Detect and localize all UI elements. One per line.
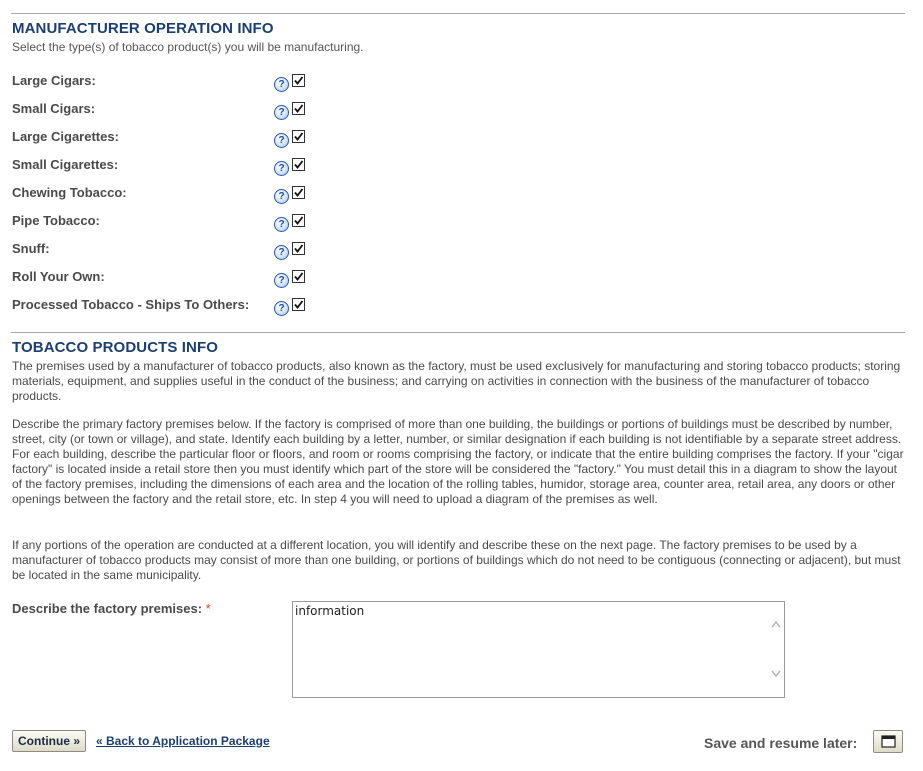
help-icon[interactable]: ? bbox=[274, 245, 289, 260]
product-checkbox[interactable] bbox=[292, 74, 305, 87]
premises-instructions-paragraph: Describe the primary factory premises below. If the factory is comprised of more than one building, the buildings or portions of buildings must be described by number, street, city (or town or village), and state. Identify each building by a letter, number, or similar designation if each building is not identifiable by a separate street address. For each building, describe the particular floor or floors, and room or rooms comprising the factory, or indicate that the entire building comprises the factory. If your "cigar factory" is located inside a retail store then you must identify which part of the store will be considered the "factory." You must detail this in a diagram to show the layout of the factory premises, including the dimensions of each area and the location of the rolling tables, humidor, storage area, counter area, retail area, any doors or other openings between the factory and the retail store, etc. In step 4 you will need to upload a diagram of the premises as well. bbox=[12, 417, 904, 506]
product-row bbox=[12, 213, 312, 233]
product-row bbox=[12, 241, 312, 261]
product-label: Small Cigars: bbox=[12, 101, 96, 116]
product-checkbox[interactable] bbox=[292, 186, 305, 199]
premises-intro-paragraph: The premises used by a manufacturer of tobacco products, also known as the factory, must be used exclusively for manufacturing and storing tobacco products; storing materials, equipment, and supplies useful in the conduct of the business; and carrying on activities in connection with the business of the manufacturer of tobacco products. bbox=[12, 359, 901, 403]
factory-premises-label-text: Describe the factory premises: bbox=[12, 601, 203, 616]
checkmark-icon bbox=[293, 75, 304, 86]
product-row bbox=[12, 297, 312, 317]
help-icon[interactable]: ? bbox=[274, 189, 289, 204]
checkmark-icon bbox=[293, 299, 304, 310]
checkmark-icon bbox=[293, 103, 304, 114]
product-checkbox[interactable] bbox=[292, 102, 305, 115]
product-label: Processed Tobacco - Ships To Others: bbox=[12, 297, 250, 312]
help-icon[interactable]: ? bbox=[274, 105, 289, 120]
save-resume-label: Save and resume later: bbox=[704, 735, 858, 751]
product-label: Snuff: bbox=[12, 241, 50, 256]
product-row bbox=[12, 269, 312, 289]
product-row bbox=[12, 101, 312, 121]
factory-premises-value: information bbox=[295, 604, 365, 618]
checkmark-icon bbox=[293, 243, 304, 254]
product-label: Pipe Tobacco: bbox=[12, 213, 100, 228]
help-icon[interactable]: ? bbox=[274, 217, 289, 232]
manufacturer-section-subtitle: Select the type(s) of tobacco product(s) you will be manufacturing. bbox=[12, 40, 364, 54]
other-locations-paragraph: If any portions of the operation are conducted at a different location, you will identify and describe these on the next page. The factory premises to be used by a manufacturer of tobacco products may consist of more than one building, or portions of buildings which do not need to be contiguous (connecting or adjacent), but must be located in the same municipality. bbox=[12, 538, 901, 582]
top-divider bbox=[11, 13, 905, 14]
scroll-up-icon[interactable] bbox=[771, 620, 781, 628]
help-icon[interactable]: ? bbox=[274, 161, 289, 176]
product-checkbox[interactable] bbox=[292, 130, 305, 143]
required-asterisk: * bbox=[205, 601, 211, 616]
factory-premises-textarea[interactable] bbox=[292, 601, 785, 698]
continue-button[interactable]: Continue » bbox=[12, 730, 86, 752]
product-row bbox=[12, 185, 312, 205]
back-to-application-link[interactable]: « Back to Application Package bbox=[96, 734, 270, 748]
product-row bbox=[12, 129, 312, 149]
product-label: Large Cigarettes: bbox=[12, 129, 119, 144]
product-checkbox[interactable] bbox=[292, 270, 305, 283]
product-label: Chewing Tobacco: bbox=[12, 185, 127, 200]
help-icon[interactable]: ? bbox=[274, 133, 289, 148]
product-checkbox[interactable] bbox=[292, 158, 305, 171]
tobacco-products-section-title: TOBACCO PRODUCTS INFO bbox=[12, 339, 218, 356]
product-label: Roll Your Own: bbox=[12, 269, 105, 284]
section-divider bbox=[11, 332, 905, 333]
checkmark-icon bbox=[293, 159, 304, 170]
product-checkbox[interactable] bbox=[292, 298, 305, 311]
save-resume-button[interactable] bbox=[873, 730, 903, 753]
product-row bbox=[12, 157, 312, 177]
checkmark-icon bbox=[293, 215, 304, 226]
help-icon[interactable]: ? bbox=[274, 77, 289, 92]
product-label: Small Cigarettes: bbox=[12, 157, 119, 172]
checkmark-icon bbox=[293, 131, 304, 142]
product-label: Large Cigars: bbox=[12, 73, 96, 88]
checkmark-icon bbox=[293, 271, 304, 282]
product-checkbox[interactable] bbox=[292, 214, 305, 227]
product-row bbox=[12, 73, 312, 93]
checkmark-icon bbox=[293, 187, 304, 198]
scroll-down-icon[interactable] bbox=[771, 670, 781, 678]
manufacturer-section-title: MANUFACTURER OPERATION INFO bbox=[12, 20, 274, 37]
help-icon[interactable]: ? bbox=[274, 301, 289, 316]
product-checkbox[interactable] bbox=[292, 242, 305, 255]
save-window-icon bbox=[874, 731, 902, 752]
factory-premises-label bbox=[12, 601, 211, 616]
help-icon[interactable]: ? bbox=[274, 273, 289, 288]
